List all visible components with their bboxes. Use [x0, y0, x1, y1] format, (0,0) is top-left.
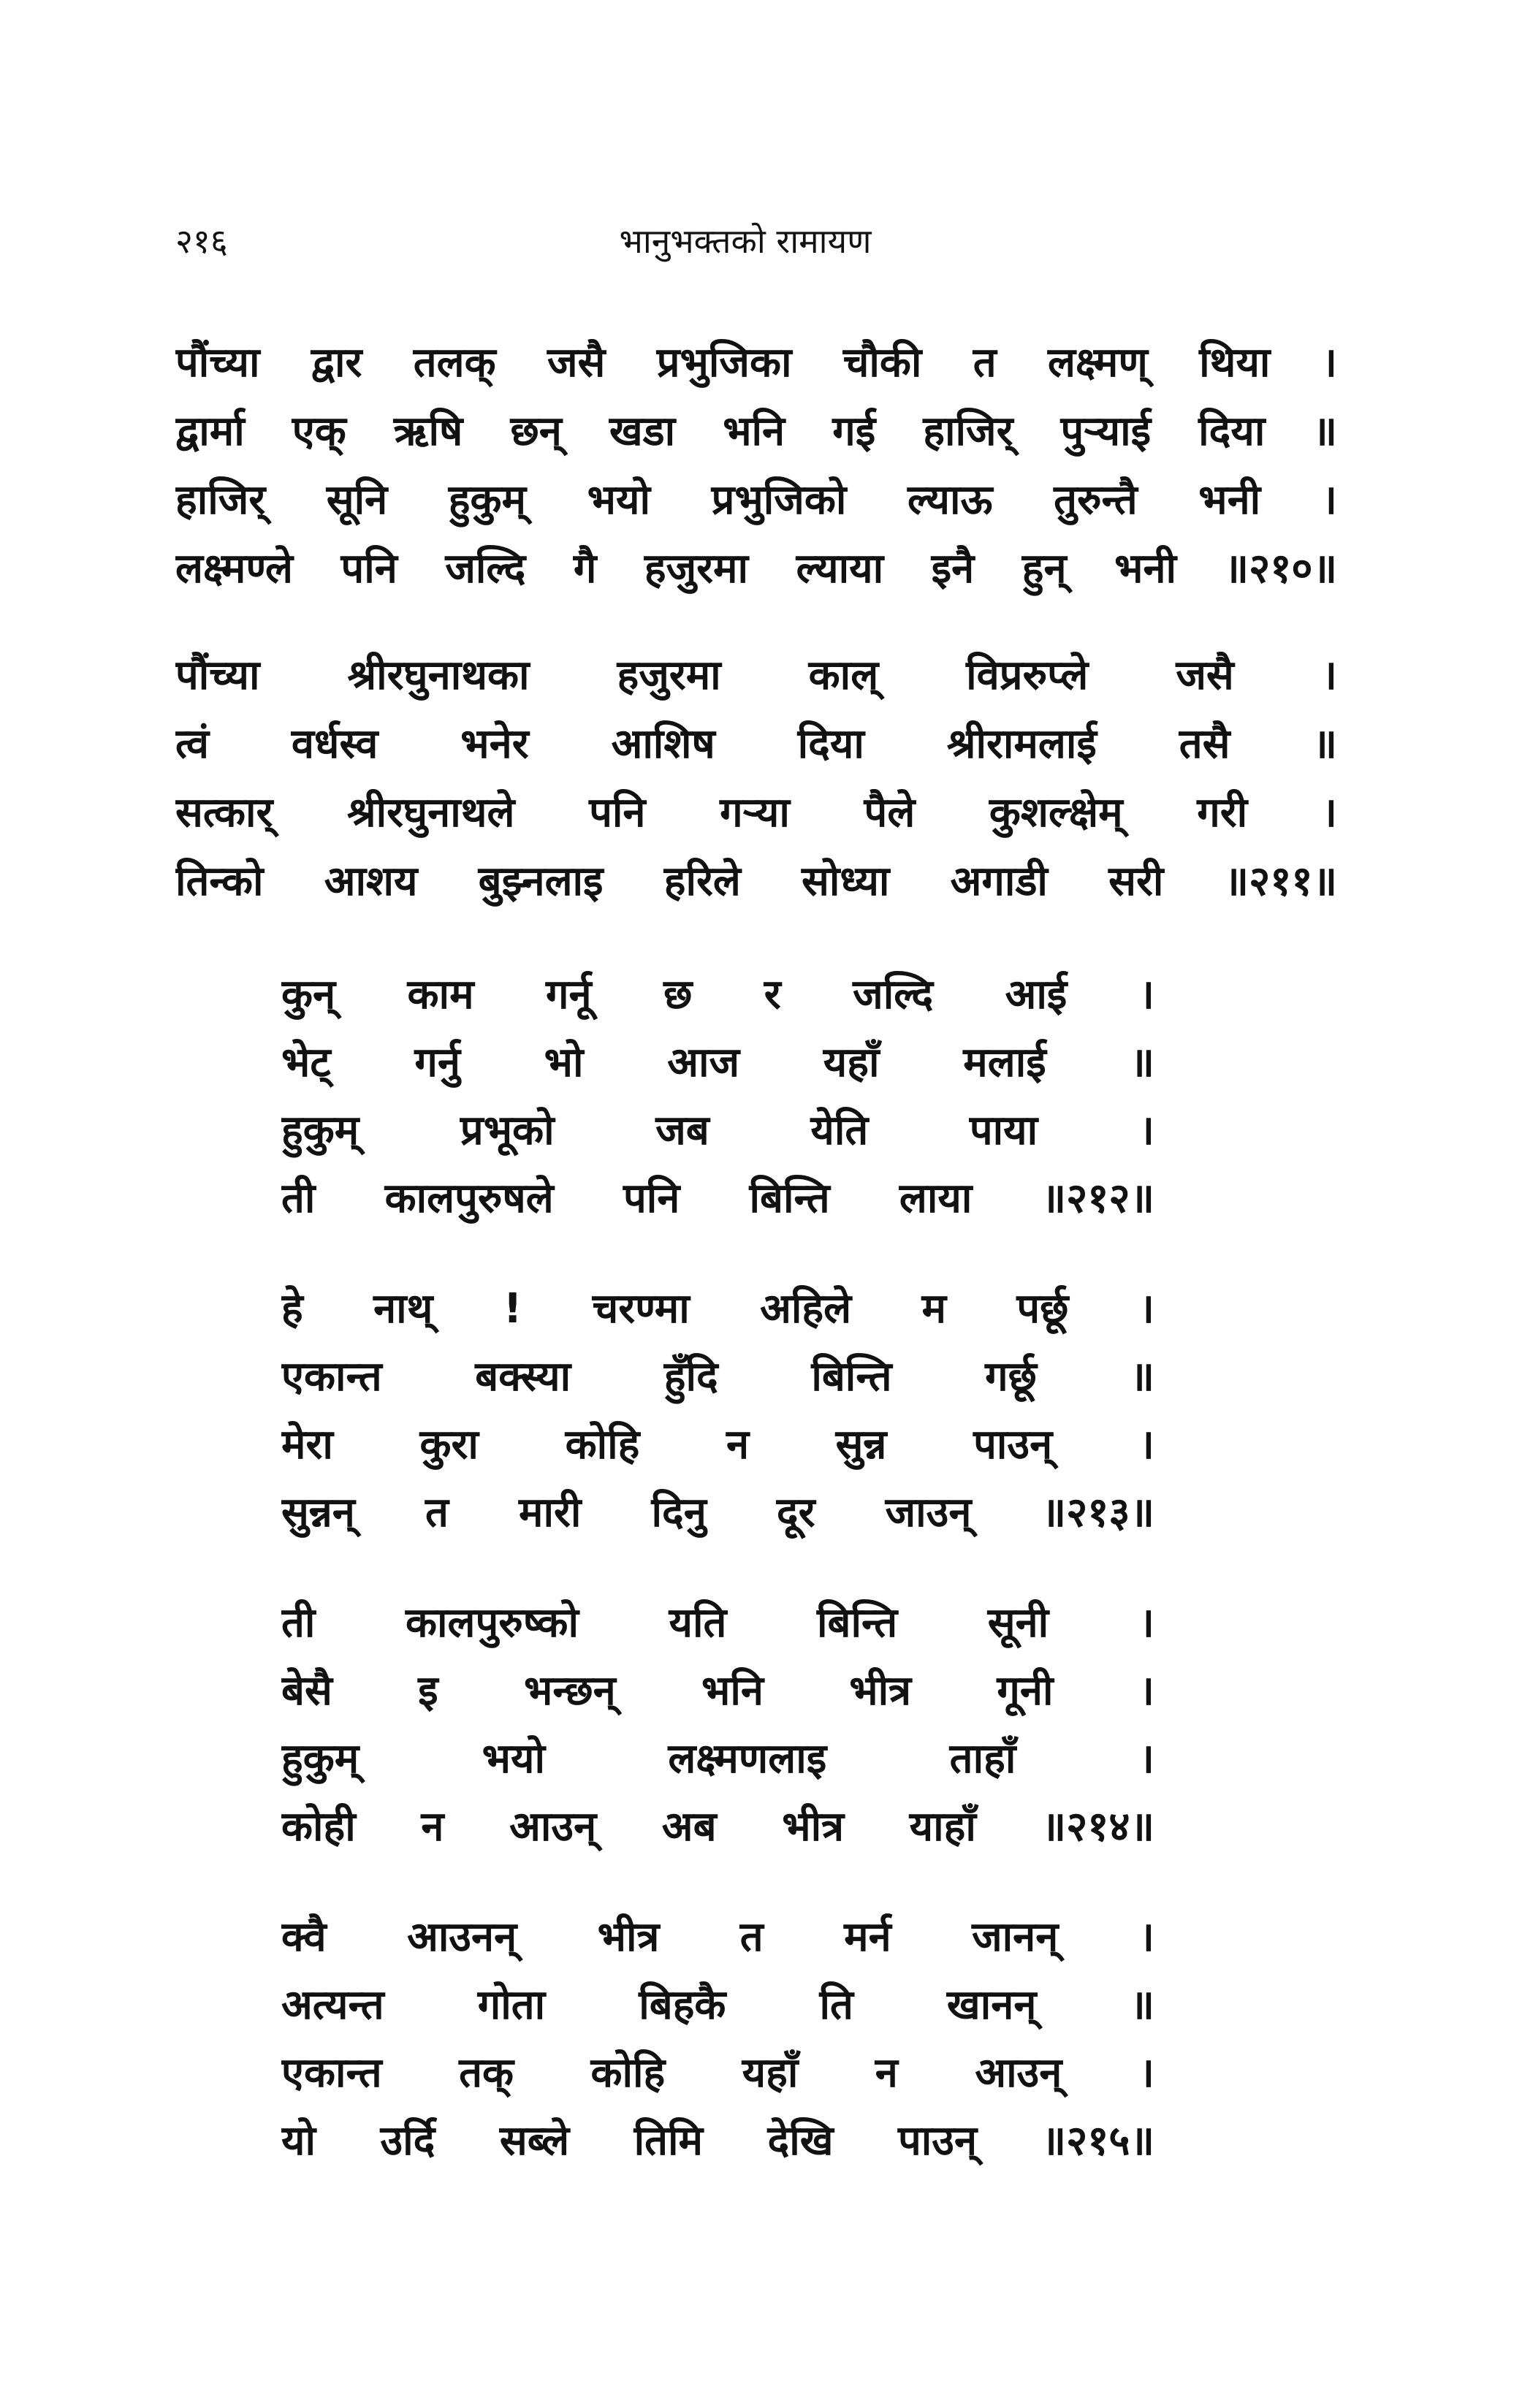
verse-line: अत्यन्त गोता बिहकै ति खानन् ॥	[281, 1981, 1154, 2029]
page-number: २१६	[175, 221, 228, 261]
verse-215	[281, 1903, 1154, 2175]
verse-line: पौंच्या श्रीरघुनाथका हजुरमा काल् विप्ररुप्ले जसै ।	[175, 652, 1337, 699]
verse-line: मेरा कुरा कोहि न सुन्न पाउन् ।	[281, 1421, 1154, 1468]
verse-213	[281, 1275, 1154, 1547]
verse-line: द्वार्मा एक् ऋषि छन् खडा भनि गई हाजिर् पुऱ्याई दिया ॥	[175, 408, 1337, 455]
verse-line: पौंच्या द्वार तलक् जसै प्रभुजिका चौकी त लक्ष्मण् थिया ।	[175, 339, 1337, 386]
page-header	[175, 212, 1315, 270]
running-title: भानुभक्तको रामायण	[619, 221, 872, 261]
verse-line: भेट् गर्नु भो आज यहाँ मलाई ॥	[281, 1039, 1154, 1086]
verse-210	[175, 329, 1337, 603]
verse-line: कोही न आउन् अब भीत्र याहाँ ॥२१४॥	[281, 1803, 1154, 1851]
verse-line: कुन् काम गर्नू छ र जल्दि आई ।	[281, 971, 1154, 1018]
verse-line: ती कालपुरुष्को यति बिन्ति सूनी ।	[281, 1599, 1154, 1647]
verse-line: लक्ष्मण्ले पनि जल्दि गै हजुरमा ल्याया इनै हुन् भनी ॥२१०॥	[175, 545, 1337, 593]
verse-line: हुकुम् प्रभूको जब येति पाया ।	[281, 1107, 1154, 1154]
verse-line: सत्कार् श्रीरघुनाथले पनि गऱ्या पैले कुशल्क्षेम् गरी ।	[175, 789, 1337, 837]
verse-214	[281, 1589, 1154, 1861]
verse-line: हे नाथ् ! चरण्मा अहिले म पर्छू ।	[281, 1285, 1154, 1333]
verse-line: हुकुम् भयो लक्ष्मणलाइ ताहाँ ।	[281, 1735, 1154, 1783]
verse-line: एकान्त बक्स्या हुँदि बिन्ति गर्छू ॥	[281, 1353, 1154, 1401]
verse-line: बेसै इ भन्छन् भनि भीत्र गूनी ।	[281, 1667, 1154, 1715]
verse-line: ती कालपुरुषले पनि बिन्ति लाया ॥२१२॥	[281, 1175, 1154, 1222]
verse-line: हाजिर् सूनि हुकुम् भयो प्रभुजिको ल्याऊ तुरुन्तै भनी ।	[175, 476, 1337, 524]
verse-line: क्वै आउनन् भीत्र त मर्न जानन् ।	[281, 1913, 1154, 1961]
verse-line: त्वं वर्धस्व भनेर आशिष दिया श्रीरामलाई तसै ॥	[175, 720, 1337, 768]
verse-line: तिन्को आशय बुझ्नलाइ हरिले सोध्या अगाडी सरी ॥२११॥	[175, 858, 1337, 905]
verse-line: एकान्त तक् कोहि यहाँ न आउन् ।	[281, 2049, 1154, 2097]
verse-211	[175, 641, 1337, 916]
verse-line: सुन्नन् त मारी दिनु दूर जाउन् ॥२१३॥	[281, 1489, 1154, 1536]
verse-line: यो उर्दि सब्ले तिमि देखि पाउन् ॥२१५॥	[281, 2117, 1154, 2165]
verse-212	[281, 961, 1154, 1232]
